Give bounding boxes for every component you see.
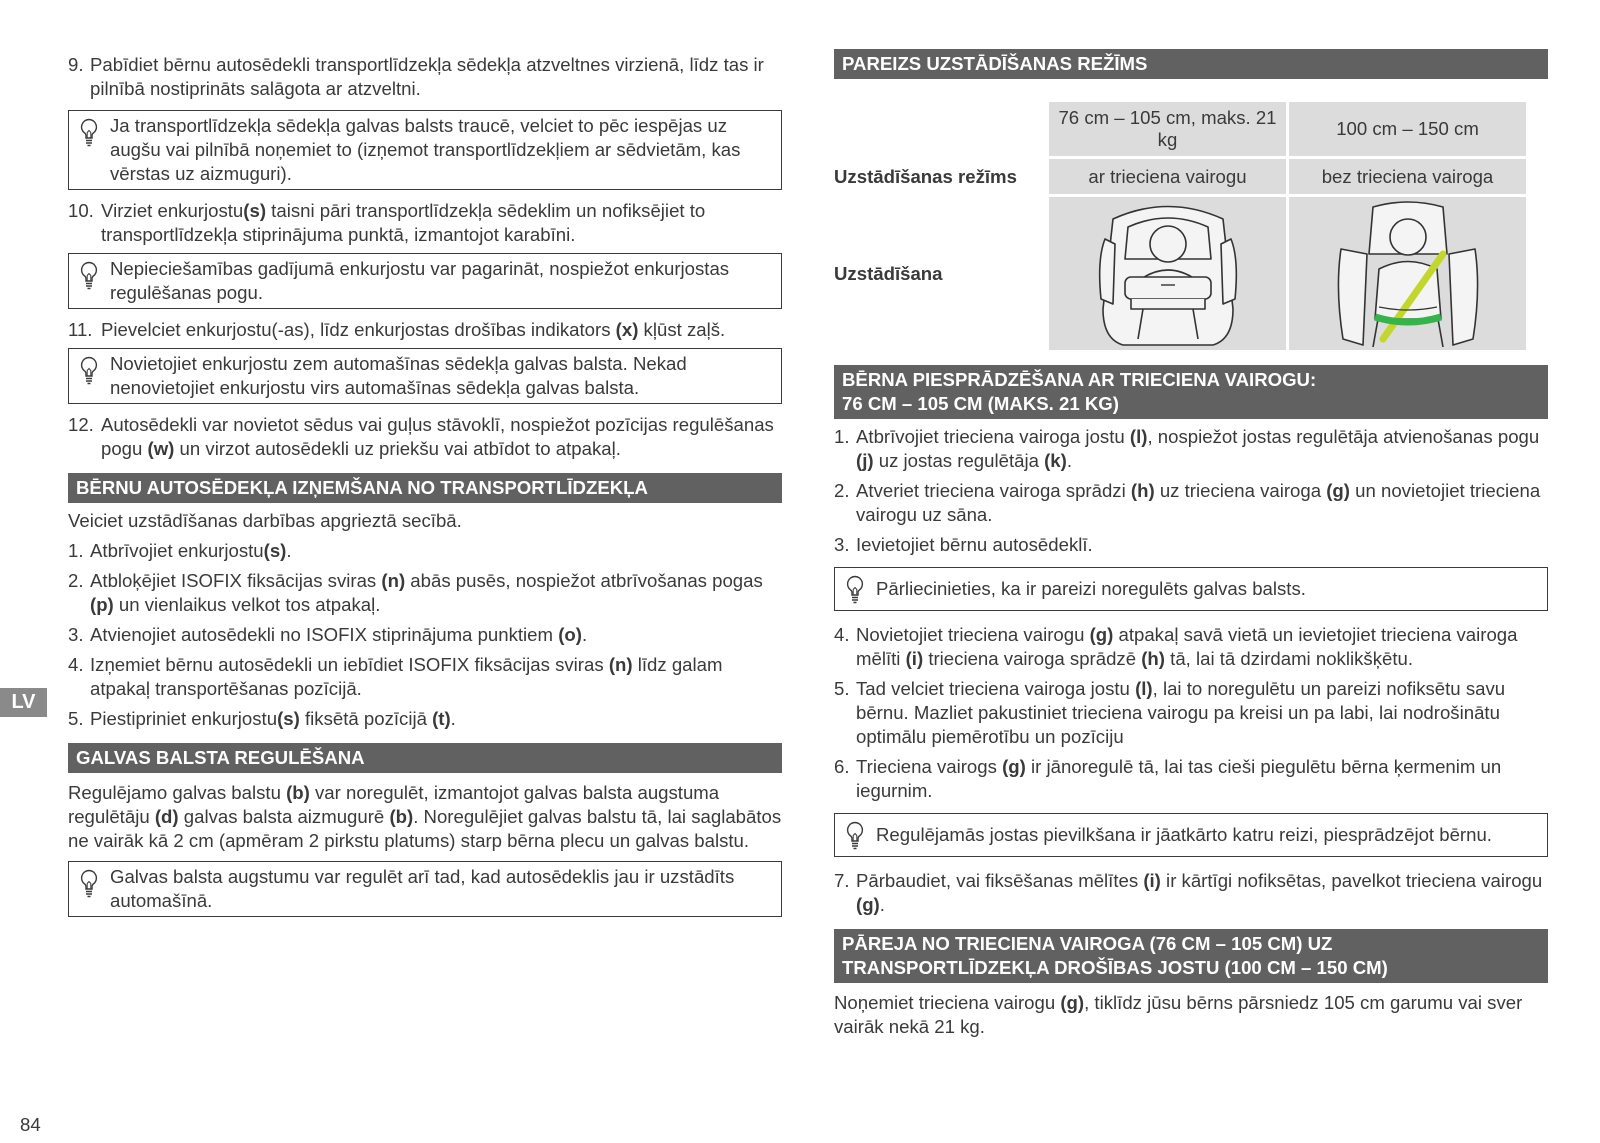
lightbulb-icon	[845, 575, 865, 605]
tip-note: Nepieciešamības gadījumā enkurjostu var pagarināt, nospiežot enkurjostas regulēšanas pogu.	[68, 253, 782, 309]
section-heading-headrest: GALVAS BALSTA REGULĒŠANA	[68, 743, 782, 773]
section-heading-transition: PĀREJA NO TRIECIENA VAIROGA (76 CM – 105 CM) UZ TRANSPORTLĪDZEKĻA DROŠĪBAS JOSTU (100 CM – 150 CM)	[834, 929, 1548, 983]
illustration-vehicle-belt	[1289, 197, 1526, 350]
removal-step-2: 2. Atbloķējiet ISOFIX fiksācijas sviras (n) abās pusēs, nospiežot atbrīvošanas pogas (p) un vienlaikus velkot tos atpakaļ.	[68, 570, 763, 615]
tip-note: Novietojiet enkurjostu zem automašīnas sēdekļa galvas balsta. Nekad nenovietojiet enkurjostu virs automašīnas sēdekļa galvas balsta.	[68, 348, 782, 404]
step-12: 12. Autosēdekli var novietot sēdus vai guļus stāvoklī, nospiežot pozīcijas regulēšanas pogu (w) un virzot autosēdekli uz priekšu vai atbīdot to atpakaļ.	[68, 414, 774, 459]
shield-step-1: 1. Atbrīvojiet trieciena vairoga jostu (l), nospiežot jostas regulētāja atvienošanas pogu (j) uz jostas regulētāja (k).	[834, 426, 1540, 471]
step-11: 11. Pievelciet enkurjostu(-as), līdz enkurjostas drošības indikators (x) kļūst zaļš.	[68, 319, 726, 340]
lightbulb-icon	[79, 118, 99, 148]
shield-step-5: 5. Tad velciet trieciena vairoga jostu (l), lai to noregulētu un pareizi nofiksētu savu bērnu. Mazliet pakustiniet trieciena vairogu pa kreisi un pa labi, lai nodrošinātu optimālu piemērotību un pozīciju	[834, 678, 1506, 747]
removal-step-3: 3. Atvienojiet autosēdekli no ISOFIX stiprinājuma punktiem (o).	[68, 624, 588, 645]
right-column	[834, 49, 1548, 1045]
transition-paragraph: Noņemiet trieciena vairogu (g), tiklīdz jūsu bērns pārsniedz 105 cm garumu vai sver vairāk nekā 21 kg.	[834, 992, 1523, 1037]
step-10: 10. Virziet enkurjostu(s) taisni pāri transportlīdzekļa sēdeklim un nofiksējiet to transportlīdzekļa stiprinājuma punktā, izmantojot karabīni.	[68, 200, 706, 245]
lightbulb-icon	[845, 821, 865, 851]
shield-step-6: 6. Trieciena vairogs (g) ir jānoregulē tā, lai tas cieši piegulētu bērna ķermenim un iegurnim.	[834, 756, 1502, 801]
tip-note: Pārliecinieties, ka ir pareizi noregulēts galvas balsts.	[834, 567, 1548, 611]
shield-step-7: 7. Pārbaudiet, vai fiksēšanas mēlītes (i) ir kārtīgi nofiksētas, pavelkot trieciena vairogu (g).	[834, 870, 1543, 915]
tip-note: Ja transportlīdzekļa sēdekļa galvas balsts traucē, velciet to pēc iespējas uz augšu vai pilnībā noņemiet to (izņemot transportlīdzekļiem ar sēdvietām, kas vērstas uz aizmuguri).	[68, 110, 782, 190]
shield-step-2: 2. Atveriet trieciena vairoga sprādzi (h) uz trieciena vairoga (g) un novietojiet trieciena vairogu uz sāna.	[834, 480, 1541, 525]
tip-note: Regulējamās jostas pievilkšana ir jāatkārto katru reizi, piesprādzējot bērnu.	[834, 813, 1548, 857]
row-label-mode: Uzstādīšanas režīms	[834, 165, 1017, 187]
header-cell-76-105: 76 cm – 105 cm, maks. 21 kg	[1049, 102, 1286, 156]
removal-step-1: 1. Atbrīvojiet enkurjostu(s).	[68, 540, 292, 561]
header-cell-100-150: 100 cm – 150 cm	[1289, 102, 1526, 156]
lightbulb-icon	[79, 869, 99, 899]
lightbulb-icon	[79, 261, 99, 291]
shield-step-4: 4. Novietojiet trieciena vairogu (g) atpakaļ savā vietā un ievietojiet trieciena vairoga mēlīti (i) trieciena vairoga sprādzē (h) tā, lai tā dzirdami noklikšķētu.	[834, 624, 1518, 669]
car-seat-impact-shield-illustration	[1083, 199, 1253, 349]
section-heading-shield-fastening: BĒRNA PIESPRĀDZĒŠANA AR TRIECIENA VAIROGU: 76 CM – 105 CM (MAKS. 21 KG)	[834, 365, 1548, 419]
headrest-paragraph: Regulējamo galvas balstu (b) var noregulēt, izmantojot galvas balsta augstuma regulētāju (d) galvas balsta aizmugurē (b). Noregulējiet galvas balstu tā, lai saglabātos ne vairāk kā 2 cm (apmēram 2 pirkstu platums) starp bērna plecu un galvas balstu.	[68, 782, 782, 851]
install-mode-table	[831, 99, 1529, 353]
car-seat-vehicle-belt-illustration	[1323, 199, 1493, 349]
page-number: 84	[20, 1114, 41, 1135]
illustration-with-shield	[1049, 197, 1286, 350]
shield-step-3: 3. Ievietojiet bērnu autosēdeklī.	[834, 534, 1093, 555]
removal-step-5: 5. Piestipriniet enkurjostu(s) fiksētā pozīcijā (t).	[68, 708, 456, 729]
step-9: 9. Pabīdiet bērnu autosēdekli transportlīdzekļa sēdekļa atzveltnes virzienā, līdz tas ir pilnībā nostiprināts salāgota ar atzveltni.	[68, 54, 764, 99]
lightbulb-icon	[79, 356, 99, 386]
language-tab: LV	[0, 688, 47, 717]
row-label-install: Uzstādīšana	[834, 262, 943, 284]
removal-step-4: 4. Izņemiet bērnu autosēdekli un iebīdiet ISOFIX fiksācijas sviras (n) līdz galam atpakaļ transportēšanas pozīcijā.	[68, 654, 723, 699]
tip-note: Galvas balsta augstumu var regulēt arī tad, kad autosēdeklis jau ir uzstādīts automašīnā.	[68, 861, 782, 917]
section-heading-install-mode: PAREIZS UZSTĀDĪŠANAS REŽĪMS	[834, 49, 1548, 79]
removal-intro: Veiciet uzstādīšanas darbības apgrieztā secībā.	[68, 510, 462, 531]
cell-without-shield: bez trieciena vairoga	[1289, 159, 1526, 194]
left-column	[68, 53, 782, 925]
section-heading-removal: BĒRNU AUTOSĒDEKĻA IZŅEMŠANA NO TRANSPORTLĪDZEKĻA	[68, 473, 782, 503]
cell-with-shield: ar trieciena vairogu	[1049, 159, 1286, 194]
